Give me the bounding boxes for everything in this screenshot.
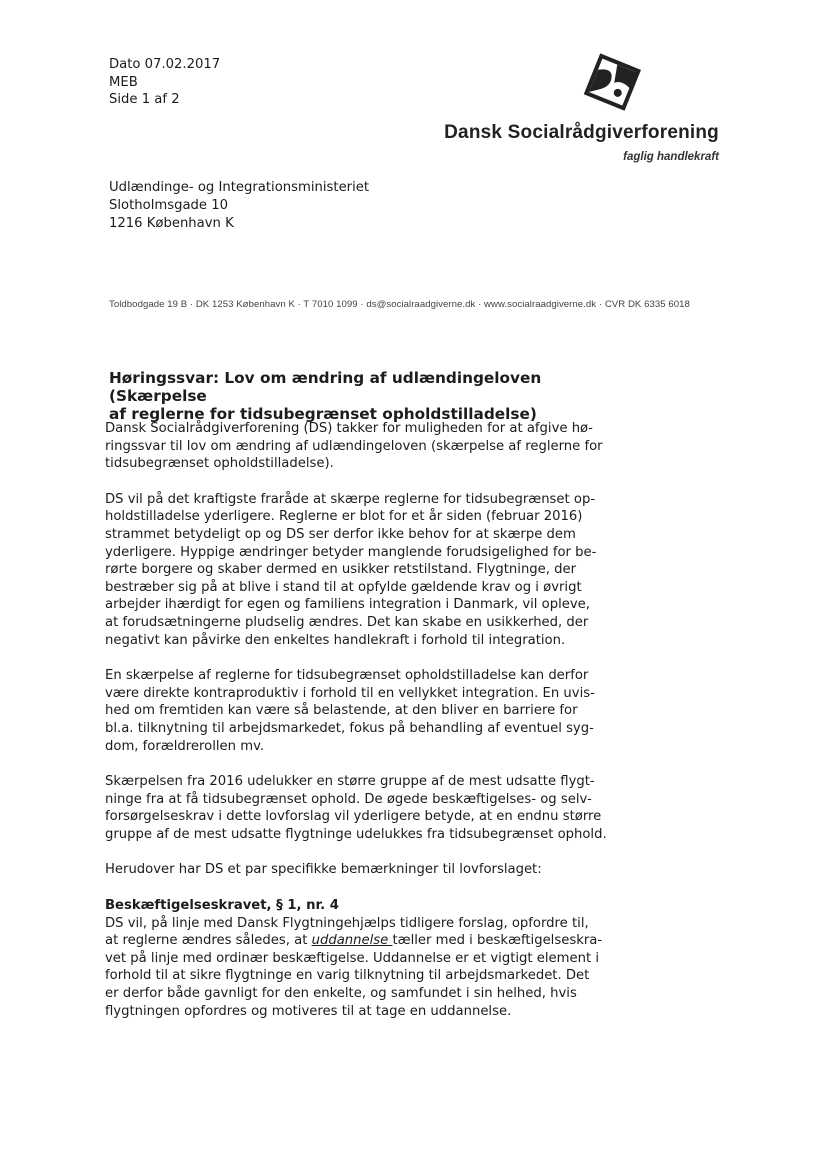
text-line: Skærpelsen fra 2016 udelukker en større gruppe af de mest udsatte flygt- (105, 774, 595, 790)
text-line: forsørgelseskrav i dette lovforslag vil yderligere betyde, at en endnu større (105, 809, 602, 825)
organization-tagline: faglig handlekraft (623, 151, 719, 163)
text-line: være direkte kontraproduktiv i forhold til en vellykket integration. En uvis- (105, 685, 595, 701)
page-number: Side 1 af 2 (109, 92, 180, 107)
text-line: ringssvar til lov om ændring af udlændingeloven (skærpelse af reglerne for (105, 438, 603, 454)
text-line (105, 932, 625, 950)
text-line: flygtningen opfordres og motiveres til at tage en uddannelse. (105, 1003, 512, 1019)
organization-name: Dansk Socialrådgiverforening (444, 122, 719, 143)
document-initials: MEB (109, 74, 138, 90)
section-heading: Beskæftigelseskravet, § 1, nr. 4 (105, 898, 339, 914)
paragraph (105, 667, 625, 755)
text-line: bl.a. tilknytning til arbejdsmarkedet, fokus på behandling af eventuel syg- (105, 720, 594, 736)
text-line: dom, forældrerollen mv. (105, 738, 265, 754)
text-line: Dansk Socialrådgiverforening (DS) takker for muligheden for at afgive hø- (105, 421, 593, 436)
text-line: arbejder ihærdigt for egen og familiens integration i Danmark, vil opleve, (105, 597, 590, 613)
document-date: Dato 07.02.2017 (109, 57, 221, 72)
organization-logo (580, 52, 644, 114)
text-line: ninge fra at få tidsubegrænset ophold. De øgede beskæftigelses- og selv- (105, 791, 592, 807)
text-line: vet på linje med ordinær beskæftigelse. Uddannelse er et vigtigt element i (105, 950, 600, 966)
text-line: DS vil, på linje med Dansk Flygtningehjælps tidligere forslag, opfordre til, (105, 915, 589, 931)
text-line: tidsubegrænset opholdstilladelse). (105, 456, 334, 472)
letter-body (105, 420, 625, 1038)
text-line: er derfor både gavnligt for den enkelte, og samfundet i sin helhed, hvis (105, 986, 577, 1002)
text-line: En skærpelse af reglerne for tidsubegrænset opholdstilladelse kan derfor (105, 668, 589, 684)
text-line: rørte borgere og skaber dermed en usikker retstilstand. Flygtninge, der (105, 562, 577, 578)
recipient-city: 1216 København K (109, 216, 234, 231)
text-line: DS vil på det kraftigste fraråde at skærpe reglerne for tidsubegrænset op- (105, 491, 596, 507)
section-paragraph (105, 897, 625, 1020)
recipient-address (109, 179, 369, 233)
document-title (109, 369, 629, 423)
recipient-street: Slotholmsgade 10 (109, 198, 228, 213)
text-line: bestræber sig på at blive i stand til at opfylde gældende krav og i øvrigt (105, 579, 582, 595)
text-line: gruppe af de mest udsatte flygtninge udelukkes fra tidsubegrænset ophold. (105, 826, 607, 842)
contact-line: Toldbodgade 19 B · DK 1253 København K · T 7010 1099 · ds@socialraadgiverne.dk · www.socialraadgiverne.dk · CVR DK 6335 6018 (109, 299, 690, 310)
text-line: strammet betydeligt op og DS ser derfor ikke behov for at skærpe dem (105, 526, 576, 542)
recipient-name: Udlændinge- og Integrationsministeriet (109, 180, 370, 195)
paragraph (105, 773, 625, 843)
paragraph (105, 420, 625, 473)
text-line: hed om fremtiden kan være så belastende, at den bliver en barriere for (105, 703, 578, 719)
text-line: forhold til at sikre flygtninge en varig tilknytning til arbejdsmarkedet. Det (105, 968, 590, 984)
title-line: Høringssvar: Lov om ændring af udlændingeloven (Skærpelse (109, 369, 542, 405)
text-line: at forudsætningerne pludselig ændres. Det kan skabe en usikkerhed, der (105, 614, 589, 630)
paragraph (105, 491, 625, 649)
emphasized-term: uddannelse (311, 933, 393, 949)
text-line: Herudover har DS et par specifikke bemærkninger til lovforslaget: (105, 862, 542, 878)
text-fragment: at reglerne ændres således, at (105, 933, 312, 949)
title-line: af reglerne for tidsubegrænset opholdstilladelse) (109, 405, 537, 423)
document-meta (109, 56, 220, 109)
text-fragment: tæller med i beskæftigelseskra- (392, 933, 603, 949)
text-line: negativt kan påvirke den enkeltes handlekraft i forhold til integration. (105, 632, 566, 648)
text-line: yderligere. Hyppige ændringer betyder manglende forudsigelighed for be- (105, 544, 597, 560)
text-line: holdstilladelse yderligere. Reglerne er blot for et år siden (februar 2016) (105, 509, 583, 525)
paragraph (105, 861, 625, 879)
